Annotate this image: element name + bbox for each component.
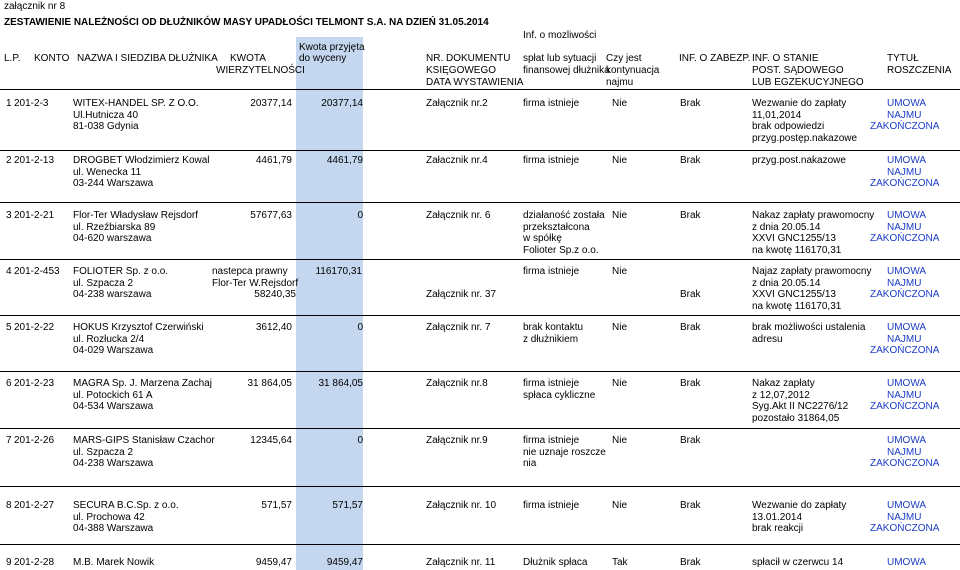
row-divider — [0, 89, 960, 90]
debtor-name: M.B. Marek Nowik — [73, 557, 155, 568]
document-ref: Załącznik nr. 7 — [426, 322, 491, 333]
financial-info: z dłużnikiem — [523, 333, 579, 345]
court-status: brak odpowiedzi — [752, 121, 825, 132]
claim-title: UMOWA — [887, 378, 927, 389]
debtor-address-line: Ul.Hutnicza 40 — [73, 109, 139, 121]
row-number: 5 — [6, 322, 12, 333]
debtor-address-line: ul. Prochowa 42 — [73, 511, 145, 523]
debtor-name: DROGBET Włodzimierz Kowal — [73, 155, 210, 166]
header-wierzytelnosci: WIERZYTELNOŚCI — [216, 65, 305, 76]
header-nr-dokumentu: NR. DOKUMENTU — [426, 53, 511, 64]
claim-title: UMOWA — [887, 155, 927, 166]
claim-title: NAJMU — [887, 166, 922, 178]
security-info: Brak — [680, 435, 701, 446]
account-number: 201-2-22 — [14, 322, 55, 333]
court-status: XXVI GNC1255/13 — [752, 233, 836, 244]
claim-title: NAJMU — [887, 221, 922, 233]
claim-title: ZAKOŃCZONA — [870, 401, 940, 412]
court-status: spłacił w czerwcu 14 — [752, 557, 844, 568]
claim-amount: 58240,35 — [254, 289, 296, 300]
account-number: 201-2-23 — [14, 378, 55, 389]
claim-title: ZAKOŃCZONA — [870, 523, 940, 534]
header-do-wyceny: do wyceny — [299, 53, 347, 64]
annex-label: załącznik nr 8 — [4, 1, 66, 12]
account-number: 201-2-27 — [14, 500, 55, 511]
court-status: przyg.postęp.nakazowe — [752, 132, 858, 144]
document-ref: Załącznik nr.2 — [426, 98, 488, 109]
financial-info: Folioter Sp.z o.o. — [523, 244, 599, 256]
header-czy-jest: Czy jest — [606, 53, 642, 64]
row-number: 9 — [6, 557, 12, 568]
debtor-name: Flor-Ter Władysław Rejsdorf — [73, 210, 199, 221]
claim-title: ZAKOŃCZONA — [870, 121, 940, 132]
debtor-address-line: 81-038 Gdynia — [73, 121, 139, 132]
claim-title: UMOWA — [887, 98, 927, 109]
claim-title: UMOWA — [887, 210, 927, 221]
claim-title: NAJMU — [887, 446, 922, 458]
lease-continuation: Nie — [612, 210, 628, 221]
debtor-name: MAGRA Sp. J. Marzena Zachaj — [73, 378, 212, 389]
claim-amount: 31 864,05 — [247, 378, 292, 389]
financial-info: firma istnieje — [523, 266, 580, 277]
header-roszczenia: ROSZCZENIA — [887, 65, 952, 76]
claim-title: NAJMU — [887, 333, 922, 345]
header-tytul: TYTUŁ — [887, 53, 919, 64]
accepted-amount: 4461,79 — [326, 155, 363, 166]
accepted-amount: 9459,47 — [326, 557, 363, 568]
court-status: brak możliwości ustalenia — [752, 322, 866, 333]
row-number: 2 — [6, 155, 12, 166]
debtor-name: WITEX-HANDEL SP. Z O.O. — [73, 98, 199, 109]
court-status: na kwotę 116170,31 — [752, 244, 842, 256]
court-status: pozostało 31864,05 — [752, 412, 840, 424]
header-egzekucyjnego: LUB EGZEKUCYJNEGO — [752, 77, 864, 88]
court-status: 13.01.2014 — [752, 511, 803, 523]
accepted-amount: 571,57 — [332, 500, 363, 511]
row-number: 8 — [6, 500, 12, 511]
claim-title: ZAKOŃCZONA — [870, 458, 940, 469]
debtor-address-line: 04-029 Warszawa — [73, 345, 154, 356]
claim-title: UMOWA — [887, 557, 927, 568]
financial-info: Dłużnik spłaca — [523, 557, 588, 568]
header-post-sadowego: POST. SĄDOWEGO — [752, 65, 844, 76]
court-status: Nakaz zapłaty — [752, 378, 815, 389]
lease-continuation: Nie — [612, 155, 628, 166]
financial-info: firma istnieje — [523, 155, 580, 166]
claim-title: NAJMU — [887, 511, 922, 523]
account-number: 201-2-21 — [14, 210, 55, 221]
financial-info: nie uznaje roszcze — [523, 446, 606, 458]
row-number: 7 — [6, 435, 12, 446]
row-divider — [0, 202, 960, 203]
claim-title: NAJMU — [887, 389, 922, 401]
claim-amount: 20377,14 — [250, 98, 292, 109]
debtor-address-line: ul. Rzeźbiarska 89 — [73, 221, 156, 233]
row-number: 3 — [6, 210, 12, 221]
court-status: XXVI GNC1255/13 — [752, 289, 836, 300]
row-divider — [0, 315, 960, 316]
court-status: Wezwanie do zapłaty — [752, 98, 847, 109]
document-ref: Załącznik nr. 37 — [426, 289, 497, 300]
document-ref: Załącznik nr.8 — [426, 378, 488, 389]
accepted-amount: 20377,14 — [321, 98, 363, 109]
claim-title: UMOWA — [887, 435, 927, 446]
debtor-address-line: 04-238 Warszawa — [73, 458, 154, 469]
debtor-address-line: 04-238 warszawa — [73, 289, 152, 300]
court-status: z 12,07,2012 — [752, 389, 810, 401]
court-status: przyg.post.nakazowe — [752, 155, 846, 166]
accepted-amount: 116170,31 — [315, 266, 362, 277]
security-info: Brak — [680, 557, 701, 568]
court-status: 11,01,2014 — [752, 109, 802, 121]
header-data-wystawienia: DATA WYSTAWIENIA — [426, 77, 524, 88]
financial-info: spłaca cykliczne — [523, 389, 596, 401]
debtor-name: HOKUS Krzysztof Czerwiński — [73, 322, 204, 333]
header-inf-stanie: INF. O STANIE — [752, 53, 819, 64]
row-divider — [0, 150, 960, 151]
debtor-name: SECURA B.C.Sp. z o.o. — [73, 500, 179, 511]
claim-title: UMOWA — [887, 266, 927, 277]
account-number: 201-2-28 — [14, 557, 55, 568]
lease-continuation: Nie — [612, 378, 628, 389]
claim-title: ZAKOŃCZONA — [870, 233, 940, 244]
row-divider — [0, 371, 960, 372]
lease-continuation: Nie — [612, 500, 628, 511]
document-ref: Załącznik nr. 11 — [426, 557, 496, 568]
debtor-address-line: ul. Rozłucka 2/4 — [73, 333, 145, 345]
claim-title: NAJMU — [887, 109, 922, 121]
header-najmu: najmu — [606, 77, 634, 88]
security-info: Brak — [680, 210, 701, 221]
claim-title: ZAKOŃCZONA — [870, 345, 940, 356]
page-title: ZESTAWIENIE NALEŻNOŚCI OD DŁUŻNIKÓW MASY UPADŁOŚCI TELMONT S.A. NA DZIEŃ 31.05.2014 — [4, 17, 489, 28]
account-number: 201-2-13 — [14, 155, 55, 166]
financial-info: firma istnieje — [523, 500, 580, 511]
claim-amount: 571,57 — [261, 500, 292, 511]
lease-continuation: Nie — [612, 98, 628, 109]
court-status: adresu — [752, 333, 783, 345]
financial-info: działaność została — [523, 210, 605, 221]
security-info: Brak — [680, 500, 701, 511]
header-lp: L.P. — [4, 53, 21, 64]
security-info: Brak — [680, 322, 701, 333]
court-status: Syg.Akt II NC2276/12 — [752, 401, 849, 412]
financial-info: brak kontaktu — [523, 322, 584, 333]
financial-info: przekształcona — [523, 221, 590, 233]
claim-title: ZAKOŃCZONA — [870, 178, 940, 189]
court-status: na kwotę 116170,31 — [752, 300, 842, 312]
financial-info: firma istnieje — [523, 98, 580, 109]
header-inf-mozliwosci: Inf. o mozliwości — [523, 30, 597, 41]
court-status: Wezwanie do zapłaty — [752, 500, 847, 511]
financial-info: nia — [523, 458, 537, 469]
document-ref: Załacznik nr.4 — [426, 155, 488, 166]
document-ref: Załącznik nr.9 — [426, 435, 488, 446]
debtor-address-line: 04-620 warszawa — [73, 233, 152, 244]
account-number: 201-2-26 — [14, 435, 55, 446]
debtor-name: MARS-GIPS Stanisław Czachor — [73, 435, 215, 446]
debtor-address-line: 03-244 Warszawa — [73, 178, 154, 189]
lease-continuation: Nie — [612, 435, 628, 446]
claim-amount: 3612,40 — [255, 322, 292, 333]
row-divider — [0, 428, 960, 429]
account-number: 201-2-3 — [14, 98, 49, 109]
debtor-address-line: ul. Szpacza 2 — [73, 446, 134, 458]
security-info: Brak — [680, 98, 701, 109]
row-divider — [0, 259, 960, 260]
claim-amount: 4461,79 — [255, 155, 292, 166]
claim-amount: 12345,64 — [250, 435, 292, 446]
header-splat: spłat lub sytuacji — [523, 53, 597, 64]
financial-info: w spółkę — [523, 233, 562, 244]
court-status: brak reakcji — [752, 523, 804, 534]
court-status: Najaz zapłaty prawomocny — [752, 266, 872, 277]
accepted-amount: 31 864,05 — [318, 378, 363, 389]
court-status: z dnia 20.05.14 — [752, 277, 821, 289]
financial-info: firma istnieje — [523, 435, 580, 446]
header-kwota: KWOTA — [230, 53, 266, 64]
header-kontynuacja: kontynuacja — [606, 65, 660, 76]
row-number: 4 — [6, 266, 12, 277]
claim-amount: 9459,47 — [255, 557, 292, 568]
claim-amount-note: nastepca prawny — [212, 266, 288, 277]
lease-continuation: Nie — [612, 266, 628, 277]
court-status: Nakaz zapłaty prawomocny — [752, 210, 875, 221]
row-divider — [0, 486, 960, 487]
lease-continuation: Tak — [612, 557, 628, 568]
header-ksiegowego: KSIĘGOWEGO — [426, 65, 497, 76]
claim-title: UMOWA — [887, 322, 927, 333]
header-przyjeta: Kwota przyjęta — [299, 42, 365, 53]
claim-amount: 57677,63 — [250, 210, 292, 221]
debtor-address-line: 04-388 Warszawa — [73, 523, 154, 534]
debtor-name: FOLIOTER Sp. z o.o. — [73, 266, 169, 277]
debtor-address-line: ul. Szpacza 2 — [73, 277, 134, 289]
court-status: z dnia 20.05.14 — [752, 221, 821, 233]
header-finansowej: finansowej dłużnika — [523, 65, 610, 76]
document-ref: Załącznik nr. 10 — [426, 500, 497, 511]
row-divider — [0, 544, 960, 545]
accepted-amount: 0 — [357, 210, 363, 221]
claim-title: ZAKOŃCZONA — [870, 289, 940, 300]
document-ref: Załącznik nr. 6 — [426, 210, 491, 221]
financial-info: firma istnieje — [523, 378, 580, 389]
claim-title: NAJMU — [887, 277, 922, 289]
security-info: Brak — [680, 378, 701, 389]
debtor-address-line: ul. Wenecka 11 — [73, 166, 142, 178]
claim-title: UMOWA — [887, 500, 927, 511]
header-konto: KONTO — [34, 53, 70, 64]
account-number: 201-2-453 — [14, 266, 60, 277]
row-number: 6 — [6, 378, 12, 389]
header-nazwa: NAZWA I SIEDZIBA DŁUŻNIKA — [77, 53, 218, 64]
security-info: Brak — [680, 155, 701, 166]
row-number: 1 — [6, 98, 12, 109]
claim-amount-note: Flor-Ter W.Rejsdorf — [212, 277, 299, 289]
lease-continuation: Nie — [612, 322, 628, 333]
header-zabezp: INF. O ZABEZP. — [679, 53, 751, 64]
accepted-amount: 0 — [357, 322, 363, 333]
security-info: Brak — [680, 289, 701, 300]
debtor-address-line: 04-534 Warszawa — [73, 401, 154, 412]
debtor-address-line: ul. Potockich 61 A — [73, 389, 153, 401]
accepted-amount: 0 — [357, 435, 363, 446]
accepted-amount-column-shade — [296, 37, 363, 570]
